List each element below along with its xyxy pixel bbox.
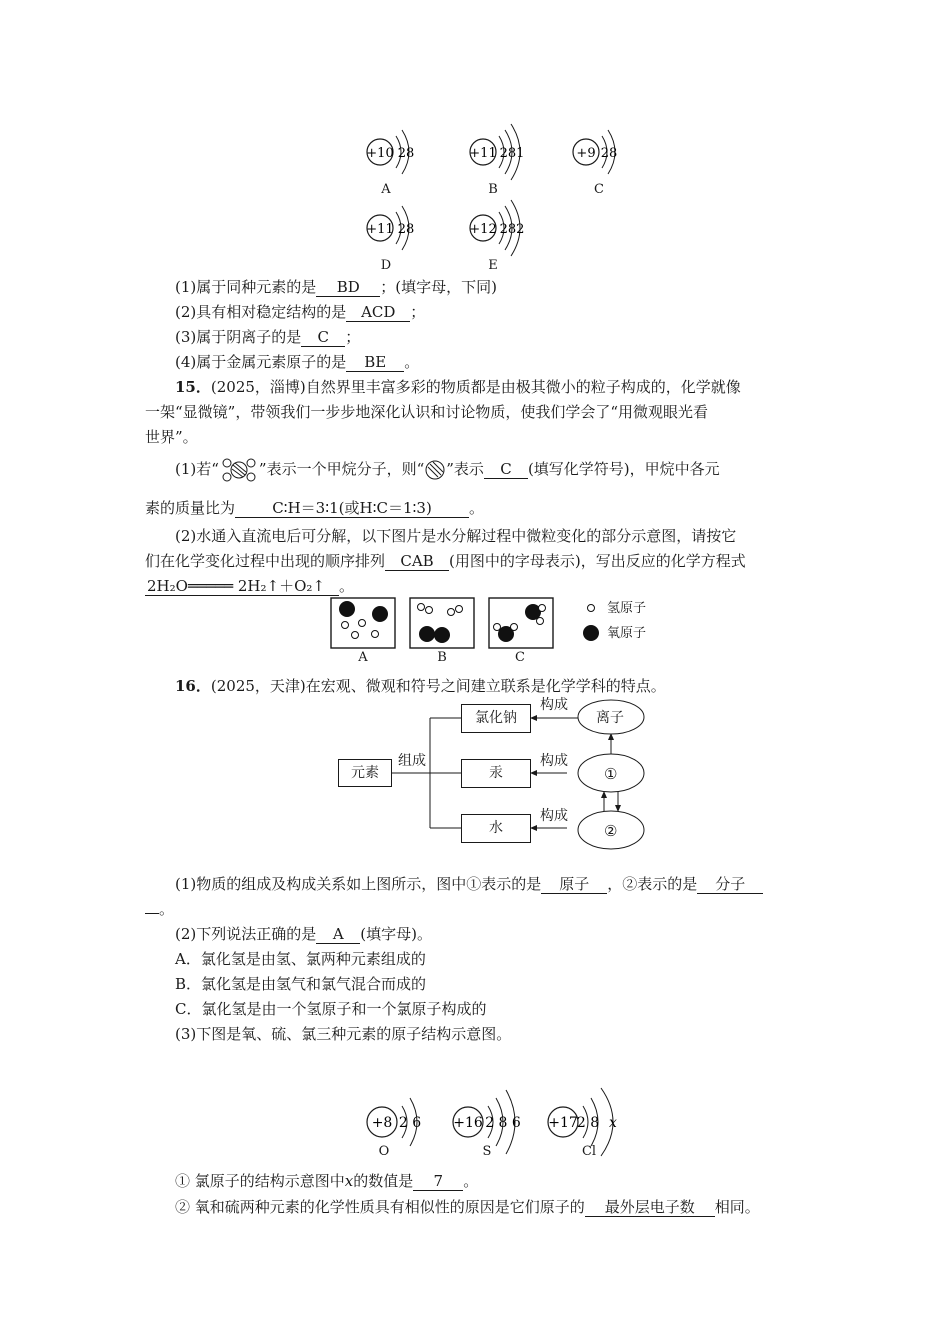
- atom-C-electrons: 28: [600, 146, 618, 161]
- legend-hydrogen-icon: [588, 605, 595, 612]
- atom-A-label: A: [381, 182, 391, 197]
- atom-B-core: +11: [469, 146, 497, 161]
- atom-D-electrons: 28: [397, 222, 415, 237]
- q15-sub2-line3: 2H₂O═════ 2H₂↑＋O₂↑ 。: [147, 577, 355, 595]
- atom-O-core: +8: [371, 1115, 393, 1131]
- atom-O: [367, 1098, 421, 1146]
- atom-D-core: +11: [366, 222, 394, 237]
- q16-answer-1b: 分子: [697, 875, 763, 894]
- q14-part3: (3)属于阴离子的是 C ；: [175, 328, 361, 346]
- atom-E-electrons: 282: [499, 222, 525, 237]
- q16-sub3-b: ② 氧和硫两种元素的化学性质具有相似性的原因是它们原子的 最外层电子数 相同。: [175, 1198, 760, 1216]
- q14-answer-4: BE: [346, 353, 404, 372]
- q16-answer-3a: 7: [413, 1172, 463, 1191]
- ion-ellipse-label: 离子: [596, 710, 624, 726]
- panel-C-label: C: [515, 650, 525, 665]
- q16-answer-1a: 原子: [541, 875, 607, 894]
- atom-Cl-electrons: 2 8: [576, 1115, 600, 1131]
- q16-answer-2: A: [316, 925, 360, 944]
- atom-B: [469, 124, 524, 180]
- water-box: 水: [461, 814, 531, 843]
- panel-C: [489, 598, 553, 648]
- q16-sub1-end: 。: [145, 898, 174, 920]
- legend-hydrogen-label: 氢原子: [607, 601, 647, 616]
- q16-option-A: A．氯化氢是由氢、氯两种元素组成的: [175, 950, 426, 968]
- q16-sub3: (3)下图是氧、硫、氯三种元素的原子结构示意图。: [175, 1025, 512, 1043]
- label-compose: 组成: [398, 753, 426, 769]
- atom-C-core: +9: [576, 146, 596, 161]
- panel-B: [410, 598, 474, 648]
- atom-Cl-label: Cl: [581, 1144, 597, 1159]
- q16-answer-3b: 最外层电子数: [585, 1198, 715, 1217]
- atom-diagrams-q14: [0, 110, 950, 390]
- q15-answer-2a: CAB: [385, 552, 449, 571]
- atom-E-label: E: [488, 258, 498, 273]
- q14-answer-2: ACD: [346, 303, 410, 322]
- q16-sub3-a: ① 氯原子的结构示意图中x的数值是 7 。: [175, 1172, 479, 1190]
- label-build-3: 构成: [540, 808, 568, 824]
- atom-D: [366, 206, 414, 250]
- mercury-box: 汞: [461, 759, 531, 788]
- q15-equation: 2H₂O═════ 2H₂↑＋O₂↑: [145, 577, 339, 596]
- circle-1-label: ①: [604, 765, 618, 783]
- q16-option-C: C．氯化氢是由一个氢原子和一个氯原子构成的: [175, 1000, 487, 1018]
- atom-S-core: +16: [453, 1115, 483, 1131]
- atom-S-label: S: [482, 1144, 492, 1159]
- q16-intro: 16．(2025，天津)在宏观、微观和符号之间建立联系是化学学科的特点。: [175, 677, 666, 695]
- atom-B-label: B: [488, 182, 498, 197]
- atom-E: [469, 200, 524, 256]
- atom-A: [366, 130, 414, 174]
- nacl-box: 氯化钠: [461, 704, 531, 733]
- label-build-2: 构成: [540, 753, 568, 769]
- label-build-1: 构成: [540, 697, 568, 713]
- atom-Cl-x: x: [609, 1115, 617, 1131]
- atom-A-core: +10: [366, 146, 394, 161]
- q16-sub2: (2)下列说法正确的是 A (填字母)。: [175, 925, 432, 943]
- q16-option-B: B．氯化氢是由氢气和氯气混合而成的: [175, 975, 427, 993]
- circle-2-label: ②: [604, 822, 618, 840]
- atom-diagrams-q16: [0, 1040, 950, 1160]
- q15-sub2-line2: 们在化学变化过程中出现的顺序排列 CAB (用图中的字母表示)，写出反应的化学方程式: [145, 552, 746, 570]
- q15-sub1-line1: (1)若“ ”表示一个甲烷分子，则“ ”表示 C (填写化学符号)，甲烷中各元: [175, 458, 720, 482]
- q14-answer-3: C: [301, 328, 345, 347]
- atom-C: [573, 130, 617, 174]
- q15-number: 15．: [175, 378, 211, 396]
- q15-sub1-line2: 素的质量比为 C∶H＝3∶1(或H∶C＝1∶3) 。: [145, 499, 485, 517]
- q14-part2: (2)具有相对稳定结构的是 ACD ；: [175, 303, 426, 321]
- atom-A-electrons: 28: [397, 146, 415, 161]
- atom-Cl-core: +17: [548, 1115, 578, 1131]
- q14-answer-1: BD: [316, 278, 380, 297]
- panel-B-label: B: [437, 650, 447, 665]
- methane-molecule-icon: [219, 458, 259, 482]
- panel-A: [331, 598, 395, 648]
- atom-O-electrons: 2 6: [398, 1115, 422, 1131]
- q15-sub2-line1: (2)水通入直流电后可分解，以下图片是水分解过程中微粒变化的部分示意图，请按它: [175, 527, 737, 545]
- atom-S-electrons: 2 8 6: [485, 1115, 521, 1131]
- q16-number: 16．: [175, 677, 211, 695]
- atom-E-core: +12: [469, 222, 497, 237]
- q14-part4: (4)属于金属元素原子的是 BE 。: [175, 353, 420, 371]
- q15-answer-1a: C: [484, 460, 528, 479]
- q16-sub1: (1)物质的组成及构成关系如上图所示，图中①表示的是 原子 ，②表示的是 分子: [175, 873, 763, 895]
- q15-answer-1b: C∶H＝3∶1(或H∶C＝1∶3): [235, 499, 469, 518]
- q14-part1: (1)属于同种元素的是 BD ；(填字母，下同): [175, 278, 497, 296]
- atom-B-electrons: 281: [499, 146, 525, 161]
- legend-oxygen-label: 氧原子: [607, 626, 647, 641]
- panel-A-label: A: [358, 650, 368, 665]
- carbon-atom-icon: [424, 459, 446, 481]
- atom-O-label: O: [378, 1144, 390, 1159]
- q15-intro-2: 一架“显微镜”，带领我们一步步地深化认识和讨论物质，使我们学会了“用微观眼光看: [145, 403, 709, 421]
- legend-oxygen-icon: [583, 625, 599, 641]
- atom-D-label: D: [380, 258, 392, 273]
- q15-intro-1: 15．(2025，淄博)自然界里丰富多彩的物质都是由极其微小的粒子构成的，化学就像: [175, 378, 741, 396]
- q15-intro-3: 世界”。: [145, 428, 198, 446]
- atom-C-label: C: [594, 182, 604, 197]
- element-box: 元素: [338, 759, 392, 787]
